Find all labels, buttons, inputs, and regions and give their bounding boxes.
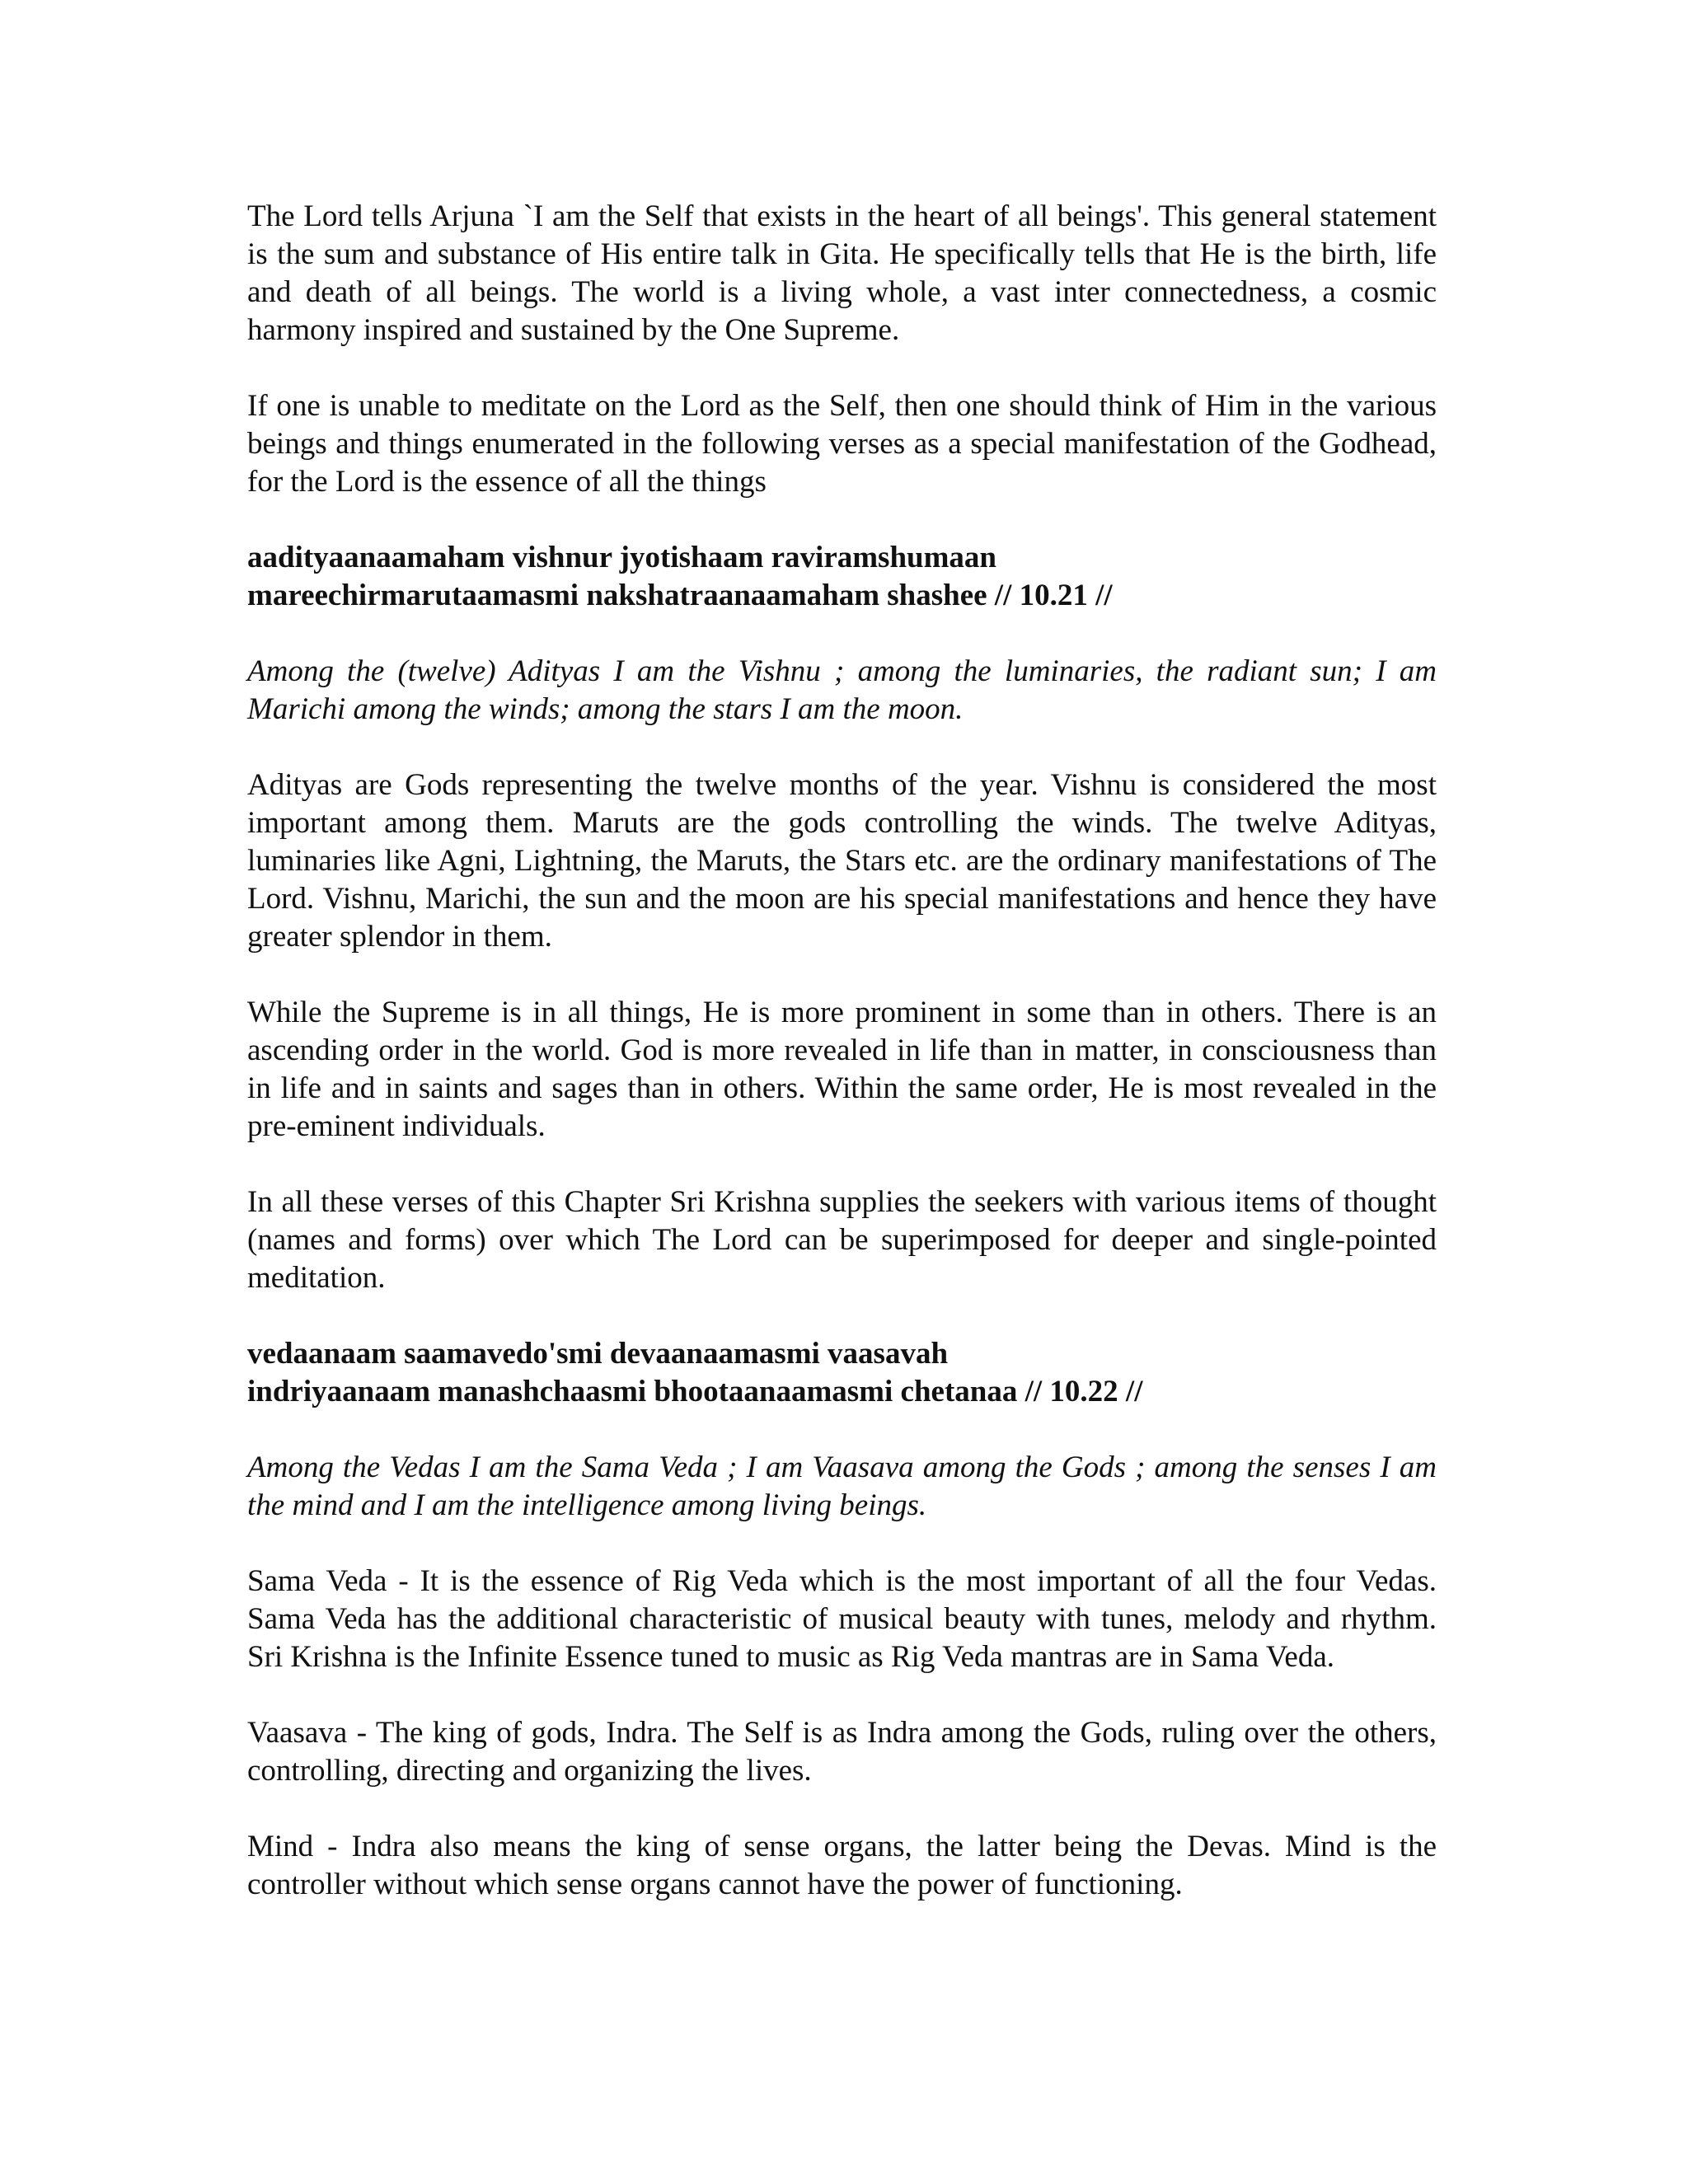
verse-10-21 (247, 539, 1437, 615)
verse-10-22-line-2: indriyaanaam manashchaasmi bhootaanaamasmi chetanaa // 10.22 // (247, 1375, 1143, 1408)
paragraph-items-of-thought: In all these verses of this Chapter Sri Krishna supplies the seekers with various items of thought (names and forms) over which The Lord can be superimposed for deeper and single-pointed meditation. (247, 1185, 1437, 1295)
paragraph-mind: Mind - Indra also means the king of sense organs, the latter being the Devas. Mind is the controller without which sense organs cannot have the power of functioning. (247, 1830, 1437, 1901)
paragraph-vaasava: Vaasava - The king of gods, Indra. The Self is as Indra among the Gods, ruling over the others, controlling, directing and organizing the lives. (247, 1716, 1437, 1788)
translation-10-22: Among the Vedas I am the Sama Veda ; I am Vaasava among the Gods ; among the senses I am the mind and I am the intelligence among living beings. (247, 1451, 1437, 1522)
paragraph-ascending-order: While the Supreme is in all things, He is more prominent in some than in others. There is an ascending order in the world. God is more revealed in life than in matter, in consciousness than in life and in saints and sages than in others. Within the same order, He is most revealed in the pre-eminent individuals. (247, 996, 1437, 1143)
paragraph-sama-veda: Sama Veda - It is the essence of Rig Veda which is the most important of all the four Vedas. Sama Veda has the additional characteristic of musical beauty with tunes, melody and rhythm. Sri Krishna is the Infinite Essence tuned to music as Rig Veda mantras are in Sama Veda. (247, 1564, 1437, 1674)
verse-10-22-line-1: vedaanaam saamavedo'smi devaanaamasmi vaasavah (247, 1337, 949, 1371)
verse-10-22 (247, 1335, 1437, 1411)
paragraph-meditation-on-manifestations: If one is unable to meditate on the Lord as the Self, then one should think of Him in the various beings and things enumerated in the following verses as a special manifestation of the Godhead, for the Lord is the essence of all the things (247, 389, 1437, 499)
verse-10-21-line-1: aadityaanaamaham vishnur jyotishaam raviramshumaan (247, 541, 997, 574)
verse-10-21-line-2: mareechirmarutaamasmi nakshatraanaamaham shashee // 10.21 // (247, 579, 1113, 612)
document-page (247, 198, 1437, 1942)
paragraph-self-in-all-beings: The Lord tells Arjuna `I am the Self that exists in the heart of all beings'. This general statement is the sum and substance of His entire talk in Gita. He specifically tells that He is the birth, life and death of all beings. The world is a living whole, a vast inter connectedness, a cosmic harmony inspired and sustained by the One Supreme. (247, 199, 1437, 347)
paragraph-adityas: Adityas are Gods representing the twelve months of the year. Vishnu is considered the most important among them. Maruts are the gods controlling the winds. The twelve Adityas, luminaries like Agni, Lightning, the Maruts, the Stars etc. are the ordinary manifestations of The Lord. Vishnu, Marichi, the sun and the moon are his special manifestations and hence they have greater splendor in them. (247, 768, 1437, 954)
translation-10-21: Among the (twelve) Adityas I am the Vishnu ; among the luminaries, the radiant sun; I am Marichi among the winds; among the stars I am the moon. (247, 654, 1437, 726)
